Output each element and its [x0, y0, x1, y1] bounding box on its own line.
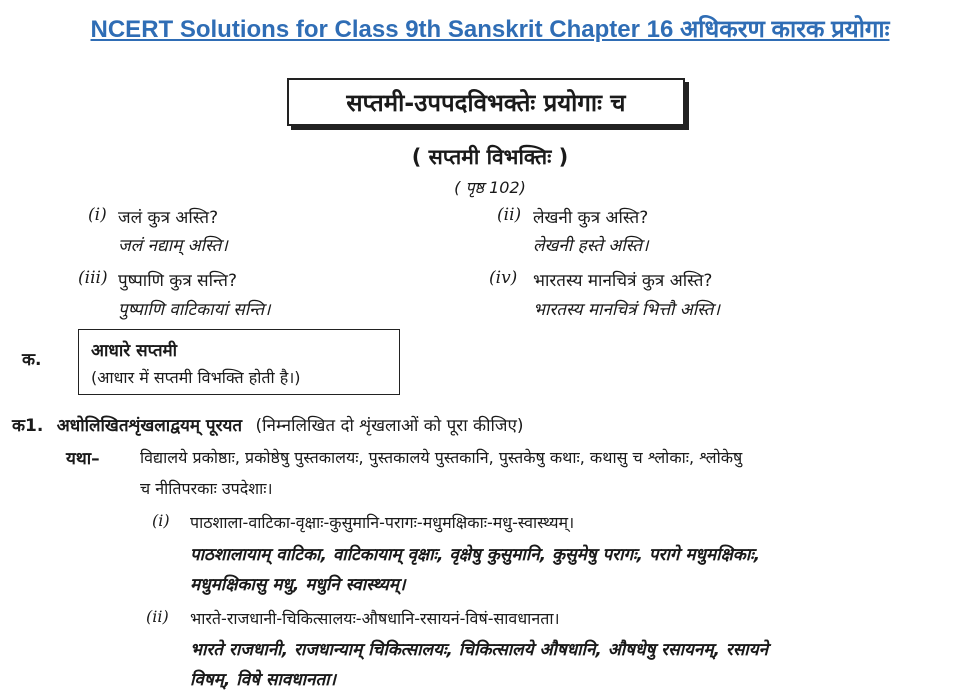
banner-title: NCERT Solutions for Class 9th Sanskrit Chapter 16 अधिकरण कारक प्रयोगाः [90, 16, 890, 43]
item-answer: विषम्, विषे सावधानता। [190, 670, 336, 690]
qa-question: जलं कुत्र अस्ति? [118, 208, 219, 228]
qa-question: पुष्पाणि कुत्र सन्ति? [118, 271, 237, 291]
chapter-title-box [287, 78, 685, 126]
exercise-heading [12, 413, 524, 436]
qa-answer: लेखनी हस्ते अस्ति। [533, 236, 649, 256]
rule-note: (आधार में सप्तमी विभक्ति होती है।) [91, 368, 301, 387]
rule-title: आधारे सप्तमी [91, 341, 178, 361]
exercise-marker: क1. [12, 416, 44, 436]
qa-number: (ii) [497, 205, 522, 225]
page-reference: ( पृष्ठ 102) [454, 178, 526, 197]
chapter-title: सप्तमी-उपपदविभक्तेः प्रयोगाः च [346, 88, 626, 117]
section-marker: क. [22, 350, 42, 370]
item-chain: पाठशाला-वाटिका-वृक्षाः-कुसुमानि-परागः-मधुमक्षिकाः-मधु-स्वास्थ्यम्। [190, 513, 575, 532]
qa-answer: पुष्पाणि वाटिकायां सन्ति। [118, 300, 271, 320]
example-line: विद्यालये प्रकोष्ठाः, प्रकोष्ठेषु पुस्तकालयः, पुस्तकालये पुस्तकानि, पुस्तकेषु कथाः, कथासु च श्लोकाः, श्लोकेषु [140, 448, 743, 467]
qa-answer: जलं नद्याम् अस्ति। [118, 236, 228, 256]
subtitle: ( सप्तमी विभक्तिः ) [411, 145, 569, 169]
exercise-heading-note: (निम्नलिखित दो शृंखलाओं को पूरा कीजिए) [255, 416, 524, 436]
item-chain: भारते-राजधानी-चिकित्सालयः-औषधानि-रसायनं-विषं-सावधानता। [190, 609, 560, 628]
item-number: (i) [152, 511, 170, 530]
example-label: यथा– [66, 449, 100, 469]
qa-answer: भारतस्य मानचित्रं भित्तौ अस्ति। [533, 300, 720, 320]
item-answer: पाठशालायाम् वाटिका, वाटिकायाम् वृक्षाः, वृक्षेषु कुसुमानि, कुसुमेषु परागः, परागे मधुमक्षिकाः, [190, 545, 761, 565]
qa-number: (iii) [78, 268, 108, 288]
example-line: च नीतिपरकाः उपदेशाः। [140, 479, 273, 498]
qa-number: (iv) [489, 268, 518, 288]
exercise-heading-text: अधोलिखितशृंखलाद्वयम् पूरयत [56, 416, 243, 436]
rule-box [78, 329, 400, 395]
qa-question: भारतस्य मानचित्रं कुत्र अस्ति? [533, 271, 713, 291]
item-answer: मधुमक्षिकासु मधु, मधुनि स्वास्थ्यम्। [190, 575, 406, 595]
qa-number: (i) [88, 205, 107, 225]
qa-question: लेखनी कुत्र अस्ति? [533, 208, 649, 228]
item-answer: भारते राजधानी, राजधान्याम् चिकित्सालयः, चिकित्सालये औषधानि, औषधेषु रसायनम्, रसायने [190, 640, 769, 660]
item-number: (ii) [146, 607, 169, 626]
